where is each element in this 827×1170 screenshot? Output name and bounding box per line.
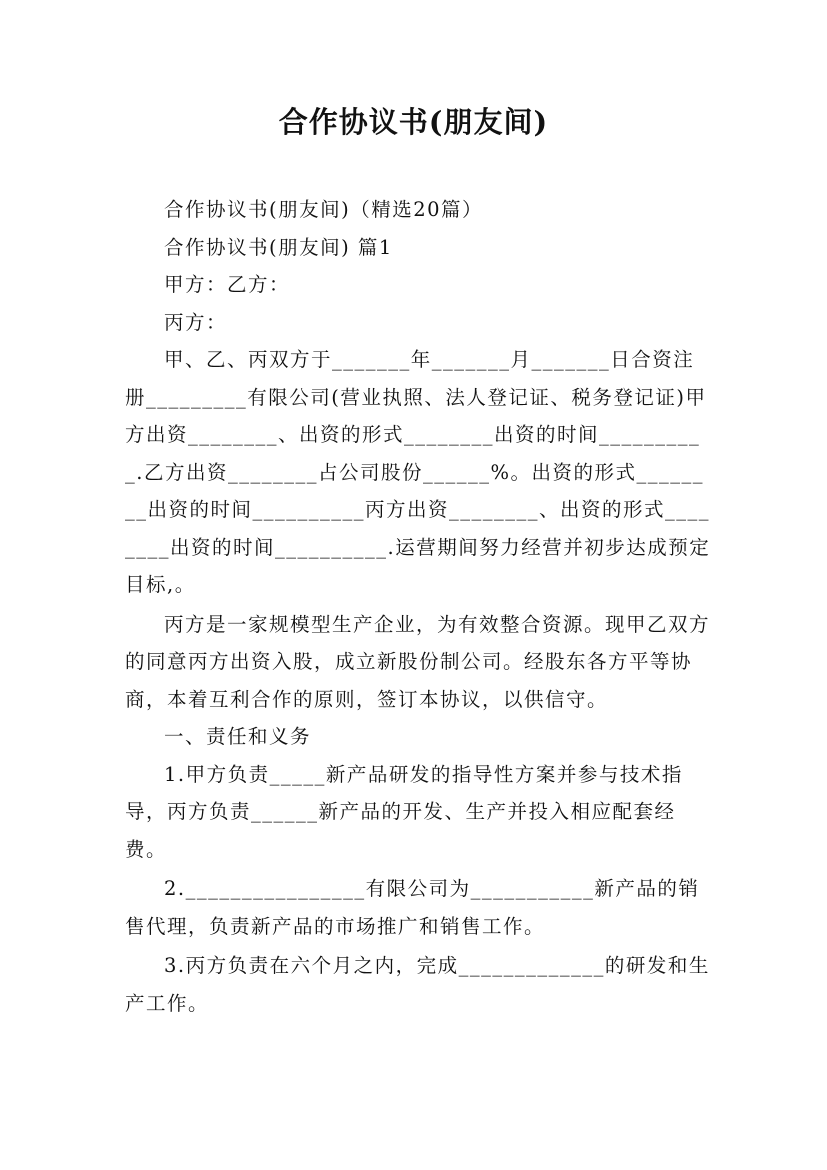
document-body [125, 191, 715, 1022]
paragraph-party-c: 丙方： [164, 310, 228, 334]
paragraph-clause-2: 2.________________有限公司为___________新产品的销售代理，负责新产品的市场推广和销售工作。 [125, 877, 700, 938]
paragraph-duties-heading: 一、责任和义务 [164, 725, 312, 748]
paragraph-subtitle: 合作协议书(朋友间)（精选20篇） [164, 198, 484, 221]
paragraph-section-heading: 合作协议书(朋友间) 篇1 [164, 235, 393, 259]
document-title: 合作协议书(朋友间) [278, 105, 549, 139]
paragraph-party-ab: 甲方：乙方： [164, 273, 291, 296]
paragraph-capital-contribution: 甲、乙、丙双方于_______年_______月_______日合资注册_________有限公司(营业执照、法人登记证、税务登记证)甲方出资________、出资的形式________出资的时间__________.乙方出资________占公司股份______%。出资的形式________出资的时间__________丙方出资________、出资的形式________出资的时间__________.运营期间努力经营并初步达成预定目标,。 [125, 348, 711, 596]
paragraph-background: 丙方是一家规模型生产企业，为有效整合资源。现甲乙双方的同意丙方出资入股，成立新股份制公司。经股东各方平等协商，本着互利合作的原则，签订本协议，以供信守。 [125, 612, 711, 711]
paragraph-clause-3: 3.丙方负责在六个月之内，完成_____________的研发和生产工作。 [125, 954, 710, 1015]
paragraph-clause-1: 1.甲方负责_____新产品研发的指导性方案并参与技术指导，丙方负责______新产品的开发、生产并投入相应配套经费。 [125, 762, 683, 861]
